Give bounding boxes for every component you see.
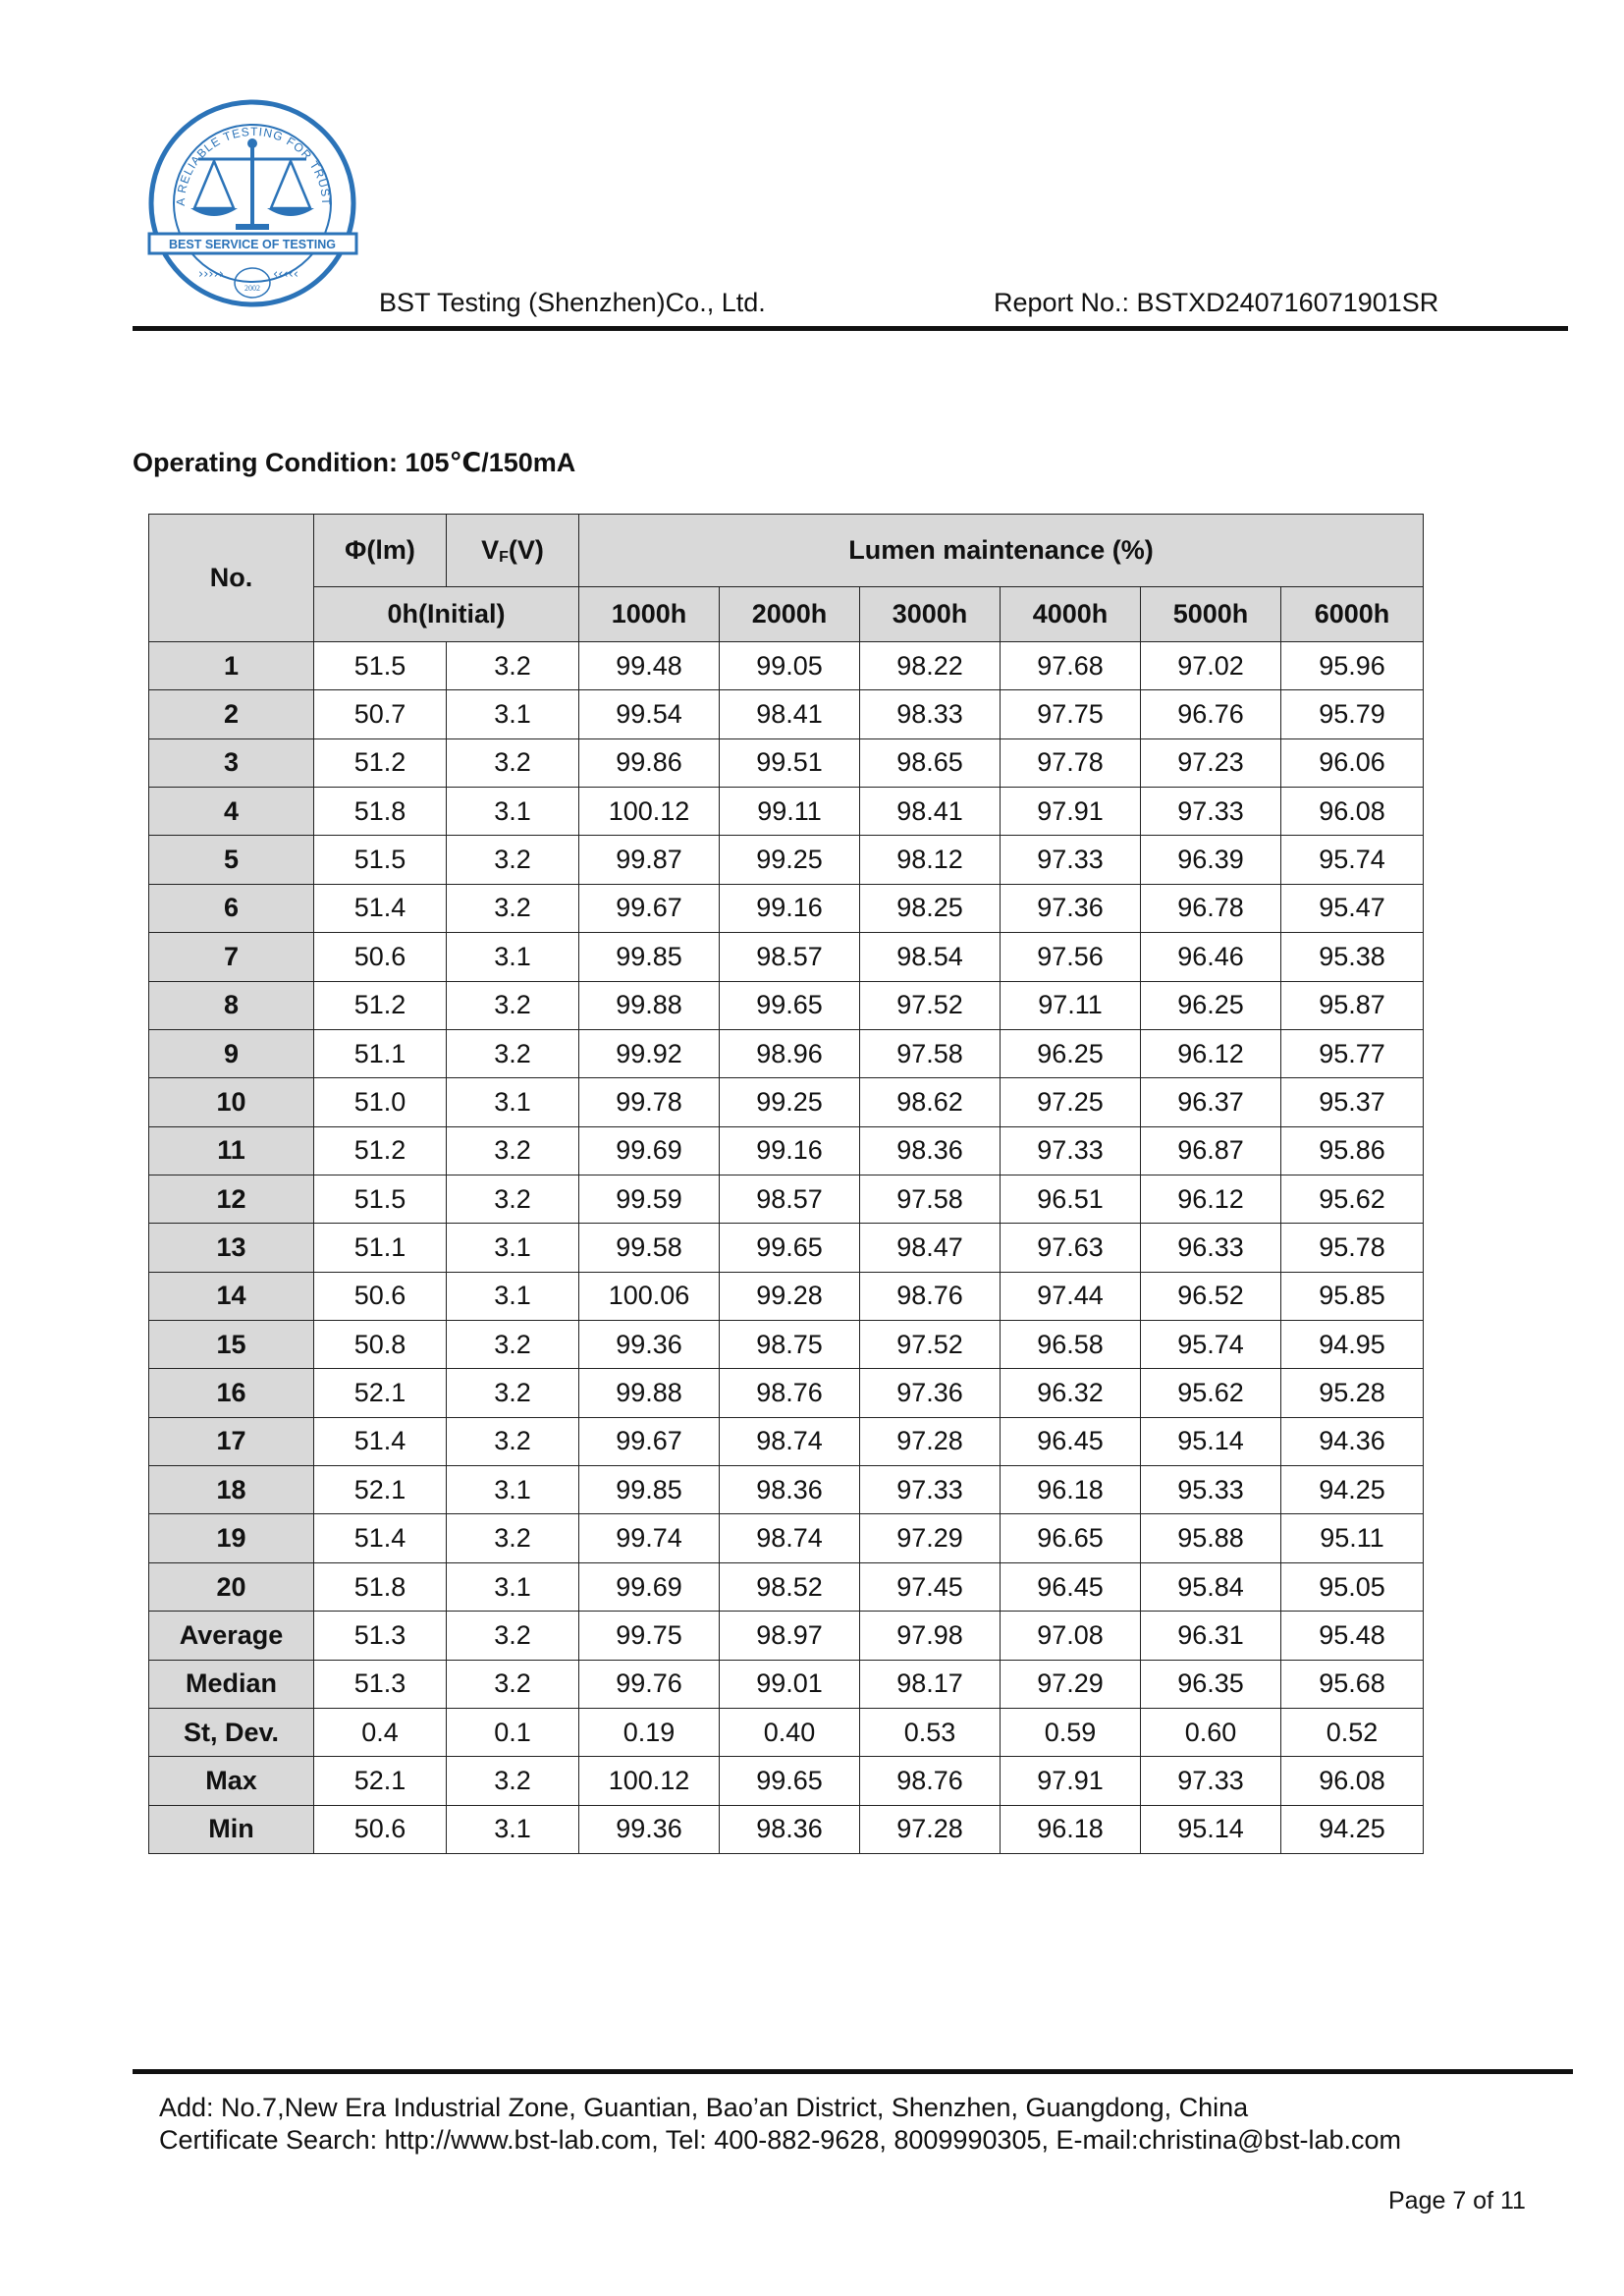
table-cell: 98.74	[720, 1514, 860, 1562]
table-cell: 99.74	[579, 1514, 720, 1562]
table-cell: 99.69	[579, 1126, 720, 1175]
table-cell: 50.6	[314, 933, 447, 981]
table-cell: 98.76	[720, 1369, 860, 1417]
table-row	[149, 788, 1424, 836]
table-cell: 97.28	[860, 1805, 1001, 1853]
table-cell: 0.40	[720, 1708, 860, 1756]
table-cell: 96.45	[1001, 1417, 1141, 1465]
row-label: 14	[149, 1272, 314, 1320]
table-cell: 98.57	[720, 933, 860, 981]
table-cell: 95.47	[1281, 884, 1424, 932]
table-cell: 50.7	[314, 690, 447, 738]
table-row	[149, 1224, 1424, 1272]
table-row	[149, 1612, 1424, 1660]
table-cell: 98.65	[860, 738, 1001, 787]
table-cell: 95.05	[1281, 1562, 1424, 1611]
table-cell: 96.76	[1141, 690, 1281, 738]
table-row	[149, 1175, 1424, 1223]
table-cell: 98.52	[720, 1562, 860, 1611]
table-cell: 51.3	[314, 1660, 447, 1708]
row-label: 15	[149, 1321, 314, 1369]
hour-header: 2000h	[720, 587, 860, 642]
table-cell: 99.05	[720, 642, 860, 690]
table-row	[149, 1417, 1424, 1465]
row-label: 8	[149, 981, 314, 1029]
row-label: 5	[149, 836, 314, 884]
row-label: 20	[149, 1562, 314, 1611]
table-cell: 3.2	[447, 1612, 579, 1660]
table-row	[149, 981, 1424, 1029]
table-cell: 99.67	[579, 884, 720, 932]
table-cell: 97.33	[1141, 1757, 1281, 1805]
table-cell: 97.52	[860, 1321, 1001, 1369]
table-cell: 98.22	[860, 642, 1001, 690]
table-cell: 98.33	[860, 690, 1001, 738]
table-cell: 98.57	[720, 1175, 860, 1223]
table-cell: 51.4	[314, 884, 447, 932]
table-cell: 97.25	[1001, 1078, 1141, 1126]
table-cell: 98.41	[720, 690, 860, 738]
table-cell: 94.25	[1281, 1805, 1424, 1853]
table-cell: 96.32	[1001, 1369, 1141, 1417]
table-cell: 99.65	[720, 1224, 860, 1272]
table-row	[149, 1078, 1424, 1126]
table-cell: 0.52	[1281, 1708, 1424, 1756]
initial-header: 0h(Initial)	[314, 587, 579, 642]
table-cell: 3.1	[447, 690, 579, 738]
row-label: 11	[149, 1126, 314, 1175]
hour-header: 5000h	[1141, 587, 1281, 642]
table-cell: 95.68	[1281, 1660, 1424, 1708]
table-cell: 51.8	[314, 1562, 447, 1611]
table-cell: 97.33	[1001, 836, 1141, 884]
table-cell: 3.1	[447, 1224, 579, 1272]
table-cell: 51.5	[314, 642, 447, 690]
table-cell: 0.60	[1141, 1708, 1281, 1756]
table-cell: 96.78	[1141, 884, 1281, 932]
page-number: Page 7 of 11	[1388, 2187, 1526, 2214]
table-cell: 97.36	[860, 1369, 1001, 1417]
table-cell: 51.5	[314, 836, 447, 884]
table-cell: 95.74	[1281, 836, 1424, 884]
table-cell: 96.33	[1141, 1224, 1281, 1272]
row-label: 9	[149, 1029, 314, 1077]
table-cell: 51.4	[314, 1514, 447, 1562]
table-cell: 97.08	[1001, 1612, 1141, 1660]
table-cell: 98.96	[720, 1029, 860, 1077]
table-cell: 95.38	[1281, 933, 1424, 981]
table-row	[149, 1805, 1424, 1853]
table-cell: 96.46	[1141, 933, 1281, 981]
table-row	[149, 642, 1424, 690]
table-cell: 97.23	[1141, 738, 1281, 787]
table-cell: 95.33	[1141, 1466, 1281, 1514]
row-label: 12	[149, 1175, 314, 1223]
header-divider	[133, 326, 1568, 331]
table-cell: 95.96	[1281, 642, 1424, 690]
table-cell: 98.74	[720, 1417, 860, 1465]
table-cell: 97.33	[1001, 1126, 1141, 1175]
table-cell: 3.2	[447, 1029, 579, 1077]
table-cell: 51.4	[314, 1417, 447, 1465]
table-cell: 99.01	[720, 1660, 860, 1708]
table-cell: 98.76	[860, 1272, 1001, 1320]
row-label: 16	[149, 1369, 314, 1417]
table-cell: 3.2	[447, 1175, 579, 1223]
operating-condition: Operating Condition: 105℃/150mA	[133, 448, 576, 477]
row-label: Average	[149, 1612, 314, 1660]
table-cell: 98.41	[860, 788, 1001, 836]
table-cell: 51.0	[314, 1078, 447, 1126]
row-label: Median	[149, 1660, 314, 1708]
table-row	[149, 1272, 1424, 1320]
table-row	[149, 1660, 1424, 1708]
table-cell: 97.68	[1001, 642, 1141, 690]
company-logo	[147, 98, 358, 309]
table-cell: 95.62	[1281, 1175, 1424, 1223]
table-cell: 96.18	[1001, 1466, 1141, 1514]
table-cell: 96.25	[1141, 981, 1281, 1029]
table-cell: 0.19	[579, 1708, 720, 1756]
table-cell: 97.11	[1001, 981, 1141, 1029]
table-cell: 97.44	[1001, 1272, 1141, 1320]
table-cell: 51.2	[314, 981, 447, 1029]
hour-header: 4000h	[1001, 587, 1141, 642]
table-cell: 95.37	[1281, 1078, 1424, 1126]
table-cell: 94.25	[1281, 1466, 1424, 1514]
table-cell: 3.1	[447, 1466, 579, 1514]
table-cell: 99.28	[720, 1272, 860, 1320]
footer-address: Add: No.7,New Era Industrial Zone, Guantian, Bao’an District, Shenzhen, Guangdong, China	[159, 2093, 1249, 2122]
table-cell: 52.1	[314, 1757, 447, 1805]
table-cell: 97.91	[1001, 1757, 1141, 1805]
row-label: 7	[149, 933, 314, 981]
table-cell: 97.45	[860, 1562, 1001, 1611]
table-cell: 98.47	[860, 1224, 1001, 1272]
table-cell: 96.51	[1001, 1175, 1141, 1223]
table-cell: 51.1	[314, 1029, 447, 1077]
table-cell: 95.14	[1141, 1805, 1281, 1853]
table-cell: 0.1	[447, 1708, 579, 1756]
table-cell: 100.12	[579, 1757, 720, 1805]
table-cell: 95.78	[1281, 1224, 1424, 1272]
row-label: 4	[149, 788, 314, 836]
table-cell: 51.1	[314, 1224, 447, 1272]
table-cell: 100.12	[579, 788, 720, 836]
table-row	[149, 1466, 1424, 1514]
table-cell: 0.59	[1001, 1708, 1141, 1756]
table-cell: 97.75	[1001, 690, 1141, 738]
logo-year-text: 2002	[244, 284, 260, 293]
table-cell: 96.37	[1141, 1078, 1281, 1126]
table-cell: 97.58	[860, 1029, 1001, 1077]
row-label: Min	[149, 1805, 314, 1853]
table-cell: 99.36	[579, 1805, 720, 1853]
table-row	[149, 1029, 1424, 1077]
table-row	[149, 738, 1424, 787]
table-cell: 3.2	[447, 1369, 579, 1417]
row-label: 6	[149, 884, 314, 932]
table-row	[149, 1708, 1424, 1756]
table-cell: 99.16	[720, 1126, 860, 1175]
table-cell: 99.58	[579, 1224, 720, 1272]
table-cell: 96.08	[1281, 1757, 1424, 1805]
table-cell: 3.1	[447, 933, 579, 981]
table-cell: 98.75	[720, 1321, 860, 1369]
table-cell: 3.2	[447, 884, 579, 932]
table-cell: 51.2	[314, 738, 447, 787]
svg-text:‹‹‹‹‹: ‹‹‹‹‹	[273, 267, 298, 282]
table-cell: 95.79	[1281, 690, 1424, 738]
table-cell: 97.63	[1001, 1224, 1141, 1272]
report-number: Report No.: BSTXD240716071901SR	[994, 288, 1439, 317]
table-cell: 99.87	[579, 836, 720, 884]
table-cell: 3.2	[447, 1757, 579, 1805]
row-label: 3	[149, 738, 314, 787]
table-cell: 3.1	[447, 1805, 579, 1853]
table-cell: 99.65	[720, 1757, 860, 1805]
table-cell: 96.52	[1141, 1272, 1281, 1320]
table-cell: 96.31	[1141, 1612, 1281, 1660]
table-cell: 95.48	[1281, 1612, 1424, 1660]
table-cell: 3.2	[447, 981, 579, 1029]
row-label: 17	[149, 1417, 314, 1465]
table-cell: 99.65	[720, 981, 860, 1029]
table-cell: 3.1	[447, 1562, 579, 1611]
flux-header: Φ(lm)	[314, 515, 447, 587]
table-cell: 99.25	[720, 1078, 860, 1126]
table-cell: 3.1	[447, 788, 579, 836]
table-cell: 96.45	[1001, 1562, 1141, 1611]
table-cell: 95.62	[1141, 1369, 1281, 1417]
table-cell: 98.76	[860, 1757, 1001, 1805]
table-cell: 3.2	[447, 1321, 579, 1369]
table-row	[149, 1369, 1424, 1417]
table-cell: 99.88	[579, 981, 720, 1029]
table-row	[149, 884, 1424, 932]
table-cell: 95.86	[1281, 1126, 1424, 1175]
row-label: 13	[149, 1224, 314, 1272]
table-cell: 99.69	[579, 1562, 720, 1611]
row-label: Max	[149, 1757, 314, 1805]
table-cell: 98.62	[860, 1078, 1001, 1126]
table-cell: 0.53	[860, 1708, 1001, 1756]
table-cell: 97.58	[860, 1175, 1001, 1223]
table-cell: 96.87	[1141, 1126, 1281, 1175]
table-cell: 97.56	[1001, 933, 1141, 981]
table-cell: 99.85	[579, 1466, 720, 1514]
table-cell: 98.36	[860, 1126, 1001, 1175]
table-cell: 99.25	[720, 836, 860, 884]
table-cell: 98.36	[720, 1466, 860, 1514]
table-cell: 97.28	[860, 1417, 1001, 1465]
table-cell: 3.2	[447, 1417, 579, 1465]
table-cell: 97.98	[860, 1612, 1001, 1660]
table-cell: 51.3	[314, 1612, 447, 1660]
table-cell: 95.11	[1281, 1514, 1424, 1562]
table-cell: 50.6	[314, 1805, 447, 1853]
table-cell: 95.87	[1281, 981, 1424, 1029]
table-row	[149, 690, 1424, 738]
hour-header: 3000h	[860, 587, 1001, 642]
vf-header: $V_F(V)$	[447, 515, 579, 587]
table-cell: 96.58	[1001, 1321, 1141, 1369]
table-cell: 3.2	[447, 1126, 579, 1175]
row-label: 19	[149, 1514, 314, 1562]
table-cell: 95.77	[1281, 1029, 1424, 1077]
table-cell: 94.36	[1281, 1417, 1424, 1465]
row-label: 10	[149, 1078, 314, 1126]
table-cell: 95.88	[1141, 1514, 1281, 1562]
svg-text:›››››: ›››››	[198, 267, 224, 282]
table-cell: 99.36	[579, 1321, 720, 1369]
table-row	[149, 1321, 1424, 1369]
table-cell: 97.91	[1001, 788, 1141, 836]
table-cell: 51.2	[314, 1126, 447, 1175]
table-row	[149, 1126, 1424, 1175]
table-cell: 98.12	[860, 836, 1001, 884]
table-cell: 50.6	[314, 1272, 447, 1320]
table-cell: 98.17	[860, 1660, 1001, 1708]
table-cell: 96.12	[1141, 1029, 1281, 1077]
table-cell: 98.97	[720, 1612, 860, 1660]
table-cell: 98.36	[720, 1805, 860, 1853]
table-cell: 97.52	[860, 981, 1001, 1029]
table-cell: 98.54	[860, 933, 1001, 981]
row-label: 2	[149, 690, 314, 738]
table-cell: 97.02	[1141, 642, 1281, 690]
table-cell: 95.74	[1141, 1321, 1281, 1369]
table-cell: 95.28	[1281, 1369, 1424, 1417]
table-cell: 99.86	[579, 738, 720, 787]
table-cell: 97.78	[1001, 738, 1141, 787]
table-cell: 97.33	[1141, 788, 1281, 836]
table-row	[149, 1562, 1424, 1611]
table-cell: 3.2	[447, 738, 579, 787]
table-cell: 0.4	[314, 1708, 447, 1756]
table-cell: 95.85	[1281, 1272, 1424, 1320]
table-cell: 96.12	[1141, 1175, 1281, 1223]
table-cell: 95.14	[1141, 1417, 1281, 1465]
table-cell: 95.84	[1141, 1562, 1281, 1611]
hour-header: 1000h	[579, 587, 720, 642]
table-cell: 98.25	[860, 884, 1001, 932]
table-cell: 50.8	[314, 1321, 447, 1369]
table-cell: 51.5	[314, 1175, 447, 1223]
table-cell: 99.51	[720, 738, 860, 787]
table-cell: 96.18	[1001, 1805, 1141, 1853]
table-cell: 96.06	[1281, 738, 1424, 787]
table-cell: 3.2	[447, 642, 579, 690]
table-row	[149, 836, 1424, 884]
footer-certificate: Certificate Search: http://www.bst-lab.com, Tel: 400-882-9628, 8009990305, E-mail:christina@bst-lab.com	[159, 2125, 1402, 2155]
company-name: BST Testing (Shenzhen)Co., Ltd.	[379, 288, 766, 317]
table-cell: 99.54	[579, 690, 720, 738]
row-label: 1	[149, 642, 314, 690]
table-cell: 3.2	[447, 1514, 579, 1562]
table-cell: 99.88	[579, 1369, 720, 1417]
table-cell: 99.75	[579, 1612, 720, 1660]
table-cell: 3.2	[447, 1660, 579, 1708]
table-cell: 99.85	[579, 933, 720, 981]
logo-banner-text: BEST SERVICE OF TESTING	[169, 238, 336, 251]
table-cell: 99.59	[579, 1175, 720, 1223]
footer-divider	[133, 2069, 1573, 2074]
table-cell: 96.39	[1141, 836, 1281, 884]
table-row	[149, 1514, 1424, 1562]
table-cell: 99.78	[579, 1078, 720, 1126]
table-cell: 96.25	[1001, 1029, 1141, 1077]
table-cell: 97.29	[860, 1514, 1001, 1562]
hour-header: 6000h	[1281, 587, 1424, 642]
table-cell: 100.06	[579, 1272, 720, 1320]
table-cell: 99.76	[579, 1660, 720, 1708]
table-cell: 3.1	[447, 1272, 579, 1320]
table-cell: 96.35	[1141, 1660, 1281, 1708]
table-cell: 99.92	[579, 1029, 720, 1077]
table-cell: 3.2	[447, 836, 579, 884]
table-cell: 51.8	[314, 788, 447, 836]
table-cell: 52.1	[314, 1466, 447, 1514]
table-row	[149, 933, 1424, 981]
row-label: 18	[149, 1466, 314, 1514]
table-cell: 97.33	[860, 1466, 1001, 1514]
table-cell: 99.48	[579, 642, 720, 690]
table-cell: 99.67	[579, 1417, 720, 1465]
table-cell: 99.16	[720, 884, 860, 932]
table-cell: 52.1	[314, 1369, 447, 1417]
logo-arc-text: A RELIABLE TESTING FOR TRUST	[173, 124, 334, 206]
table-cell: 97.36	[1001, 884, 1141, 932]
table-cell: 96.65	[1001, 1514, 1141, 1562]
table-cell: 94.95	[1281, 1321, 1424, 1369]
table-cell: 3.1	[447, 1078, 579, 1126]
table-row	[149, 1757, 1424, 1805]
table-cell: 97.29	[1001, 1660, 1141, 1708]
table-cell: 99.11	[720, 788, 860, 836]
lumen-maintenance-header: Lumen maintenance (%)	[579, 515, 1424, 587]
lumen-maintenance-table	[148, 514, 1424, 1854]
no-header: No.	[149, 515, 314, 642]
table-cell: 96.08	[1281, 788, 1424, 836]
row-label: St, Dev.	[149, 1708, 314, 1756]
